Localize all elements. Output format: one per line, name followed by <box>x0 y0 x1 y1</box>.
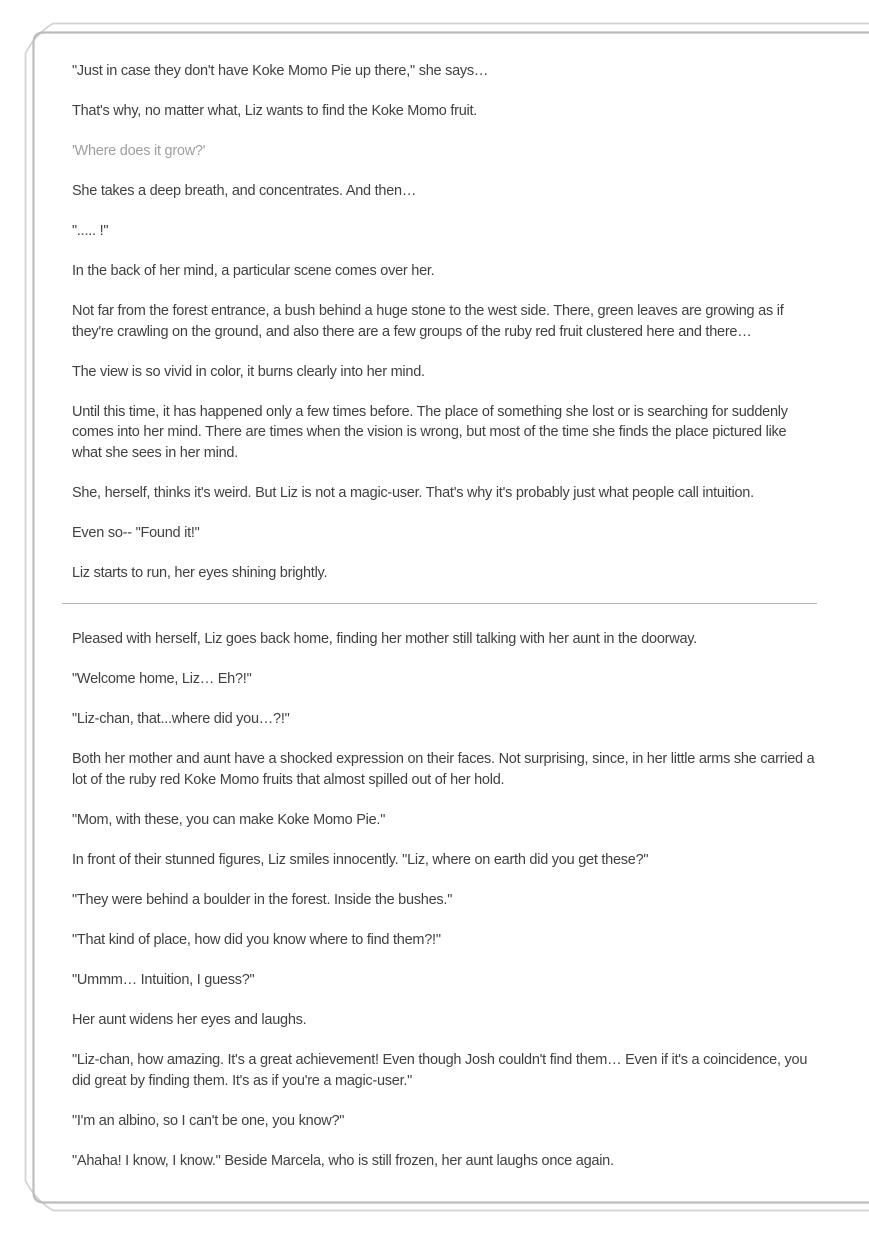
section-divider <box>62 603 817 604</box>
story-paragraph: Even so-- "Found it!" <box>72 525 200 542</box>
story-paragraph: Both her mother and aunt have a shocked expression on their faces. Not surprising, since, in her little arms she carried a lot of the ruby red Koke Momo fruits that almost spilled out of her hold. <box>72 751 815 788</box>
story-paragraph: "They were behind a boulder in the forest. Inside the bushes." <box>72 891 453 908</box>
story-paragraph: "Mom, with these, you can make Koke Momo Pie." <box>72 811 386 828</box>
story-paragraph: "Welcome home, Liz… Eh?!" <box>72 671 252 688</box>
story-paragraph: Her aunt widens her eyes and laughs. <box>72 1011 307 1028</box>
story-paragraph: "I'm an albino, so I can't be one, you know?" <box>72 1112 345 1129</box>
story-paragraph: That's why, no matter what, Liz wants to find the Koke Momo fruit. <box>72 103 478 119</box>
story-paragraph: Not far from the forest entrance, a bush behind a huge stone to the west side. There, green leaves are growing as if they're crawling on the ground, and also there are a few groups of the ruby red fruit clustered here and there… <box>72 303 784 340</box>
story-paragraph: "Liz-chan, how amazing. It's a great achievement! Even though Josh couldn't find them… Even if it's a coincidence, you did great by finding them. It's as if you're a magic-user." <box>72 1051 808 1089</box>
story-text <box>72 61 819 1191</box>
story-paragraph: "Just in case they don't have Koke Momo Pie up there," she says… <box>72 63 489 79</box>
story-paragraph: In the back of her mind, a particular scene comes over her. <box>72 263 435 279</box>
thought-line: 'Where does it grow?' <box>72 143 206 159</box>
story-paragraph: "Ahaha! I know, I know." Beside Marcela, who is still frozen, her aunt laughs once again. <box>72 1152 614 1169</box>
story-paragraph: She takes a deep breath, and concentrates. And then… <box>72 183 417 199</box>
story-paragraph: Liz starts to run, her eyes shining brightly. <box>72 565 328 582</box>
story-paragraph: "Ummm… Intuition, I guess?" <box>72 971 255 988</box>
story-paragraph: Until this time, it has happened only a few times before. The place of something she lost or is searching for suddenly comes into her mind. There are times when the vision is wrong, but most of the time she finds the place pictured like what she sees in her mind. <box>72 403 788 462</box>
story-paragraph: The view is so vivid in color, it burns clearly into her mind. <box>72 363 425 380</box>
story-paragraph: Pleased with herself, Liz goes back home, finding her mother still talking with her aunt in the doorway. <box>72 631 697 648</box>
story-paragraph: In front of their stunned figures, Liz smiles innocently. "Liz, where on earth did you get these?" <box>72 851 649 868</box>
story-paragraph: "..... !" <box>72 223 109 239</box>
story-paragraph: She, herself, thinks it's weird. But Liz is not a magic-user. That's why it's probably just what people call intuition. <box>72 485 754 502</box>
story-paragraph: "That kind of place, how did you know where to find them?!" <box>72 931 441 948</box>
story-paragraph: "Liz-chan, that...where did you…?!" <box>72 711 290 728</box>
